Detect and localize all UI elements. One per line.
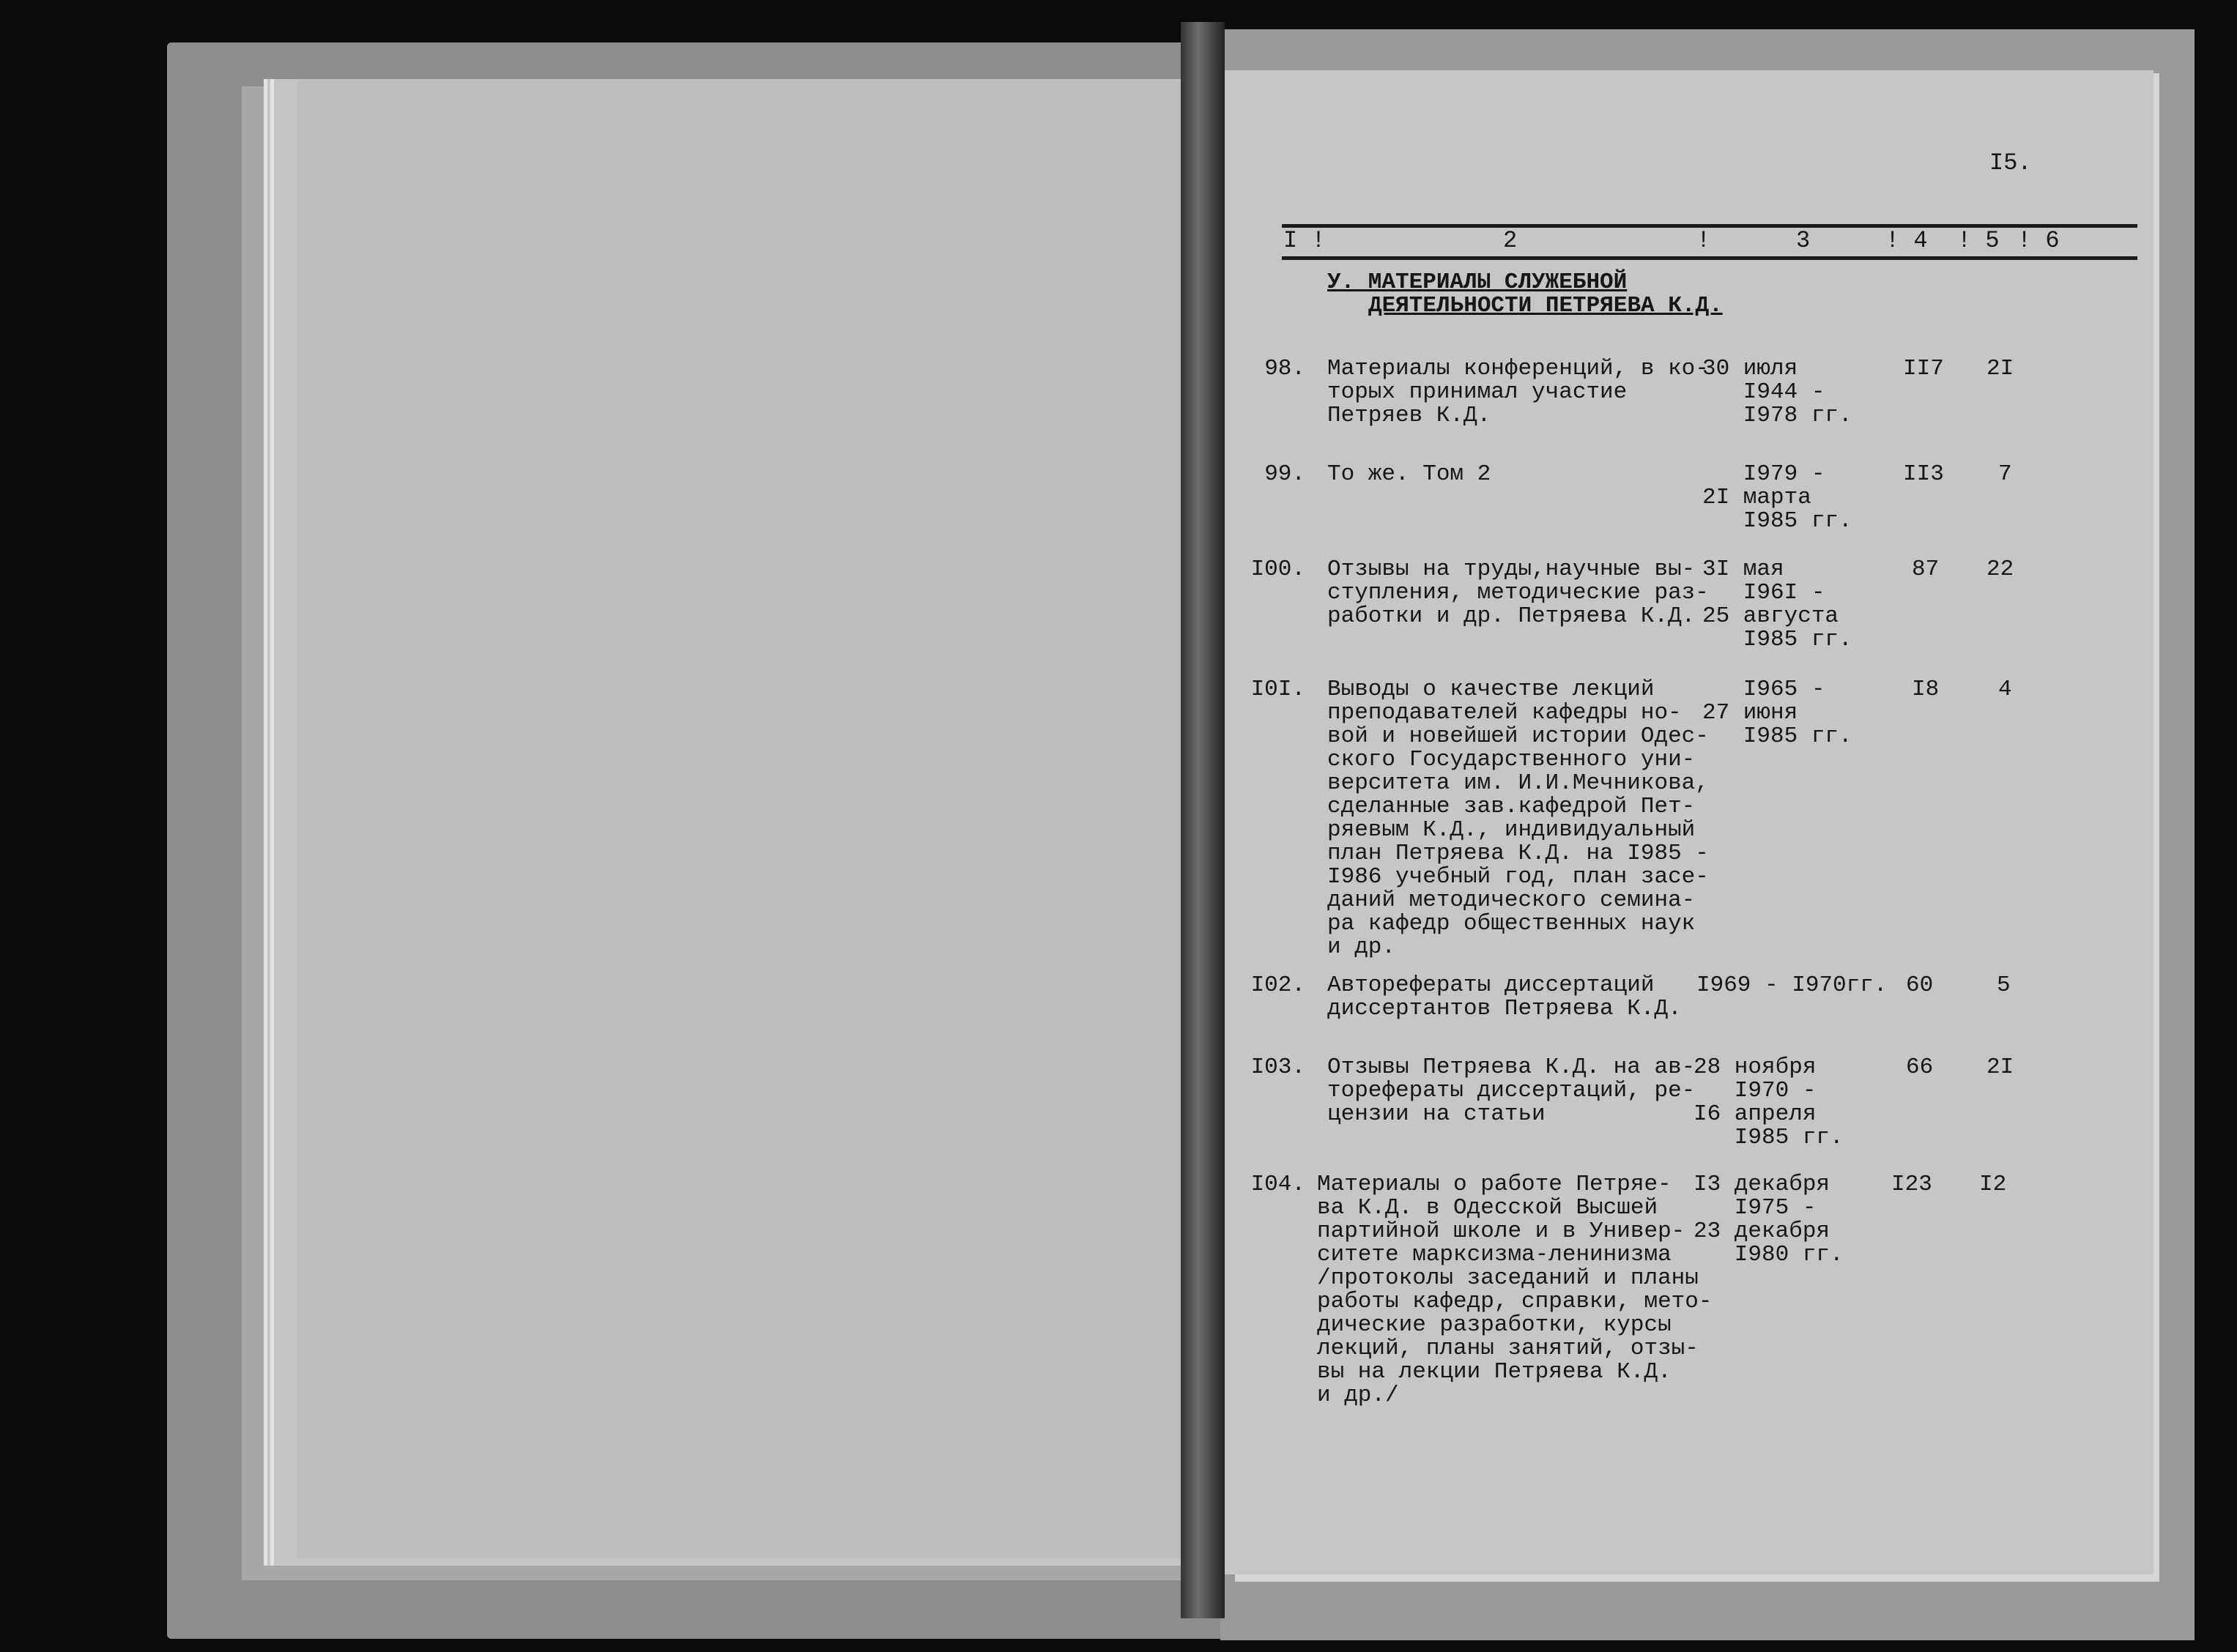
entry-description: Авторефераты диссертаций диссертантов Петряева К.Д. [1327,972,1682,1022]
entry-pages: II7 [1903,356,1944,382]
entry-description: Отзывы Петряева К.Д. на ав- торефераты диссертаций, ре- цензии на статьи [1327,1054,1696,1127]
entry-count: 4 [1998,677,2012,702]
entry-count: 2I [1986,356,2014,382]
col-header-sep: ! [1696,227,1711,254]
entry-dates: 3I мая I96I - 25 августа I985 гг. [1702,557,1852,652]
entry-pages: 66 [1906,1054,1934,1080]
book-gutter [1181,22,1225,1618]
entry-count: 5 [1997,972,2011,998]
entry-description: Выводы о качестве лекций преподавателей кафедры но- вой и новейшей истории Одес- ского Государственного уни- верситета им. И.И.Мечникова, сделанные зав.кафедрой Пет- ряевым К.Д., индивидуальный план Петряева К.Д. на I985 - I986 учебный год, план засе- даний методического семина- ра кафедр общественных наук и др. [1327,677,1709,960]
entry-pages: I8 [1912,677,1940,702]
entry-dates: I969 - I970гг. [1696,972,1888,998]
col-header-5: ! 5 [1957,227,2000,254]
entry-number: 98. [1264,356,1305,382]
entry-count: 22 [1986,557,2014,582]
section-title [1327,271,1723,318]
entry-number: I02. [1250,972,1305,998]
entry-number: I04. [1250,1172,1305,1197]
entry-pages: 87 [1912,557,1940,582]
entry-dates: I979 - 2I марта I985 гг. [1702,461,1852,534]
entry-description: Материалы о работе Петряе- ва К.Д. в Одесской Высшей партийной школе и в Универ- ситете марксизма-ленинизма /протоколы заседаний и планы работы кафедр, справки, мето- дические разработки, курсы лекций, планы занятий, отзы- вы на лекции Петряева К.Д. и др./ [1317,1172,1713,1408]
left-blank-page [297,81,1206,1558]
entry-count: I2 [1979,1172,2007,1197]
col-header-3: 3 [1796,227,1811,254]
entry-description: Отзывы на труды,научные вы- ступления, методические раз- работки и др. Петряева К.Д. [1327,557,1709,629]
entry-dates: I965 - 27 июня I985 гг. [1702,677,1852,749]
header-rule-bottom [1282,256,2137,260]
col-header-4: ! 4 [1885,227,1928,254]
entry-dates: I3 декабря I975 - 23 декабря I980 гг. [1693,1172,1844,1268]
col-header-6: ! 6 [2017,227,2060,254]
section-title-line-2: ДЕЯТЕЛЬНОСТИ ПЕТРЯЕВА К.Д. [1368,293,1723,319]
right-page [1225,70,2153,1574]
col-header-1: I ! [1283,227,1326,254]
entry-dates: 30 июля I944 - I978 гг. [1702,356,1852,428]
entry-number: I00. [1250,557,1305,582]
section-title-line-1: У. МАТЕРИАЛЫ СЛУЖЕБНОЙ [1327,269,1628,295]
entry-number: I03. [1250,1054,1305,1080]
entry-pages: II3 [1903,461,1944,487]
entry-number: 99. [1264,461,1305,487]
entry-description: То же. Том 2 [1327,461,1491,487]
col-header-2: 2 [1503,227,1518,254]
entry-number: I0I. [1250,677,1305,702]
entry-count: 7 [1998,461,2012,487]
entry-dates: 28 ноября I970 - I6 апреля I985 гг. [1693,1054,1844,1150]
entry-description: Материалы конференций, в ко- торых принимал участие Петряев К.Д. [1327,356,1709,428]
entry-pages: I23 [1891,1172,1932,1197]
entry-pages: 60 [1906,972,1934,998]
entry-count: 2I [1986,1054,2014,1080]
page-number: I5. [1989,149,2032,176]
